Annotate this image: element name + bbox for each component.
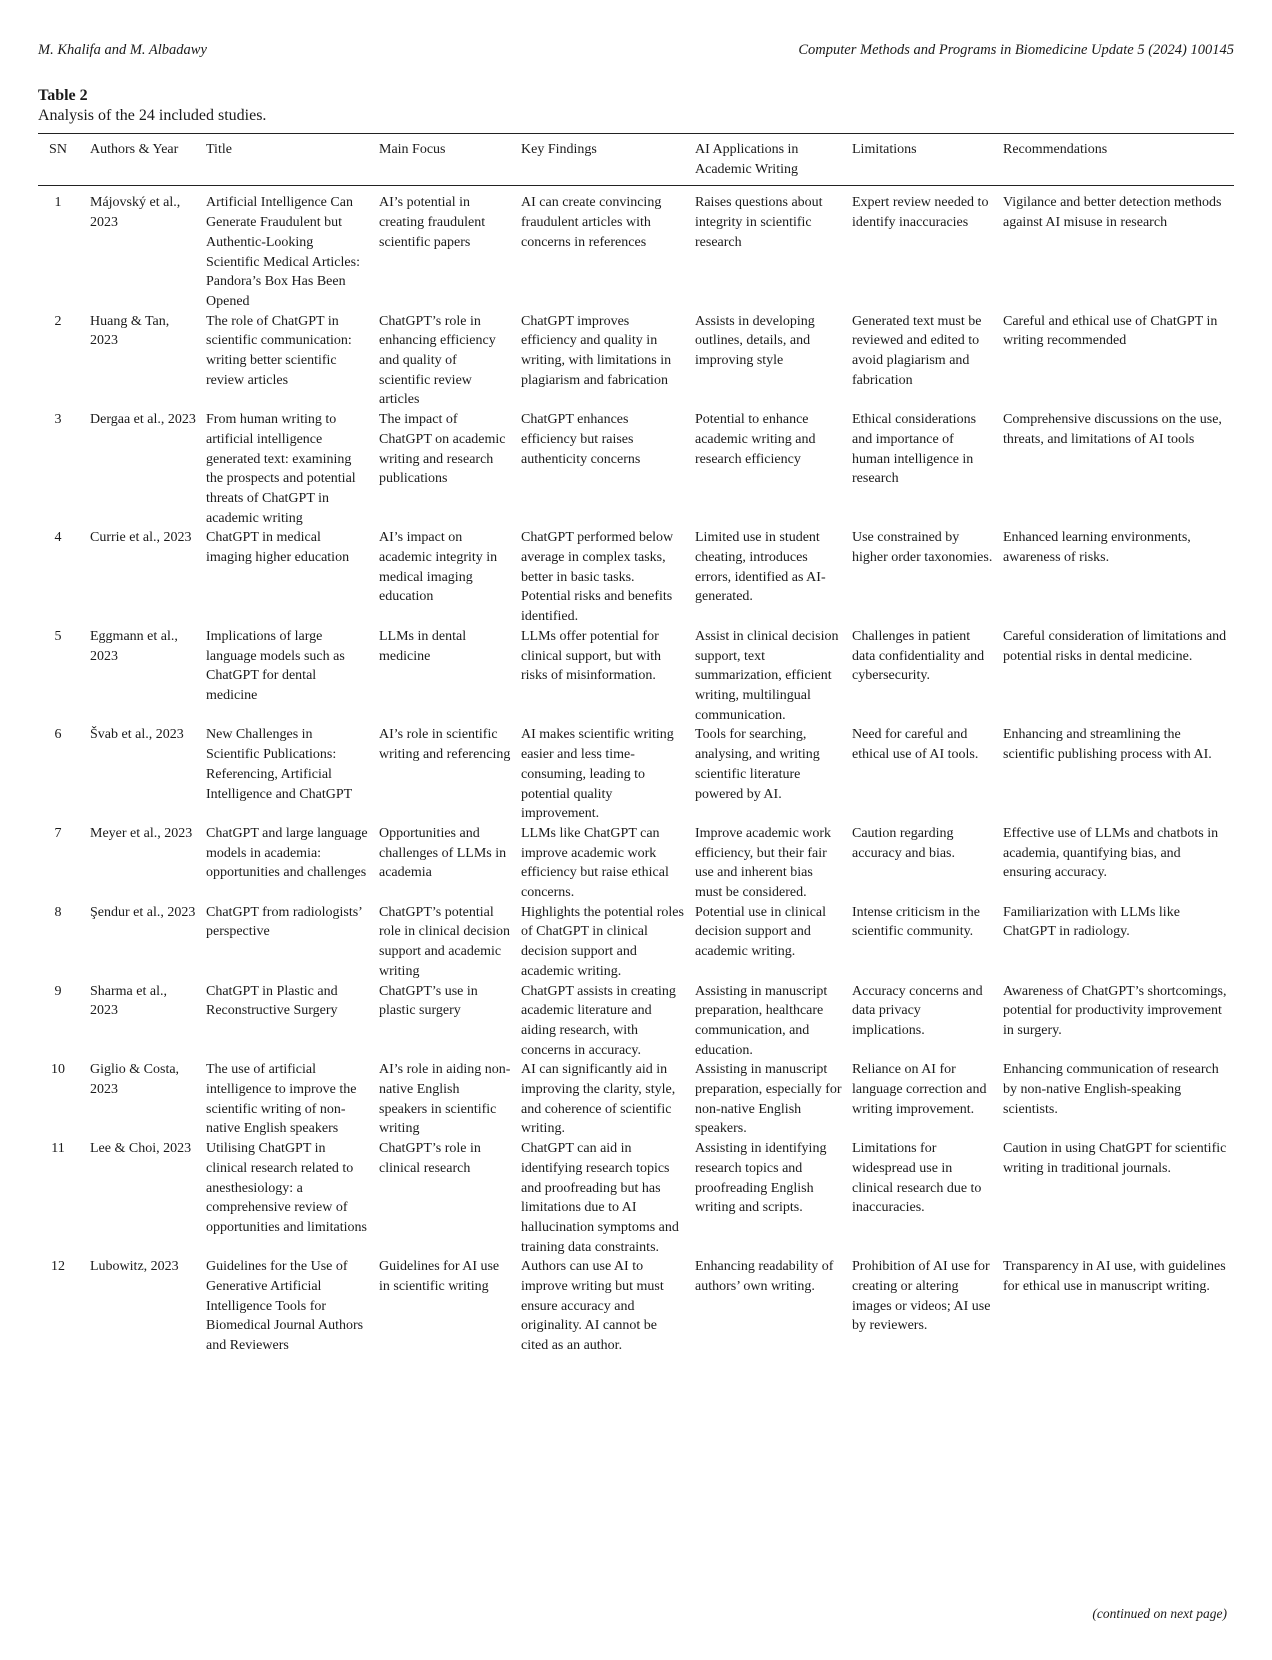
running-head-authors: M. Khalifa and M. Albadawy xyxy=(38,42,207,58)
column-header-limitations: Limitations xyxy=(852,142,917,157)
cell-recommendations: Effective use of LLMs and chatbots in academia, quantifying bias, and ensuring accuracy. xyxy=(1003,825,1219,881)
table-row xyxy=(38,1139,1234,1257)
cell-main-focus: AI’s potential in creating fraudulent scientific papers xyxy=(379,195,486,250)
table-body xyxy=(38,186,1234,1356)
cell-recommendations: Caution in using ChatGPT for scientific writing in traditional journals. xyxy=(1003,1141,1227,1176)
cell-main-focus: AI’s role in scientific writing and referencing xyxy=(379,727,511,763)
cell-main-focus: ChatGPT’s use in plastic surgery xyxy=(379,983,478,1019)
cell-limitations: Need for careful and ethical use of AI tools. xyxy=(852,727,979,763)
table-row xyxy=(38,528,1234,627)
cell-key-findings: LLMs offer potential for clinical support, but with risks of misinformation. xyxy=(521,628,661,684)
cell-ai-applications: Potential use in clinical decision support and academic writing. xyxy=(695,904,827,960)
cell-ai-applications: Enhancing readability of authors’ own writing. xyxy=(695,1259,834,1295)
running-head-journal: Computer Methods and Programs in Biomedicine Update 5 (2024) 100145 xyxy=(798,42,1234,58)
column-header-ai-applications: AI Applications in Academic Writing xyxy=(695,142,799,177)
cell-key-findings: Authors can use AI to improve writing but must ensure accuracy and originality. AI cannot be cited as an author. xyxy=(521,1259,664,1354)
cell-key-findings: ChatGPT assists in creating academic literature and aiding research, with concerns in accuracy. xyxy=(521,983,676,1058)
cell-recommendations: Comprehensive discussions on the use, threats, and limitations of AI tools xyxy=(1003,412,1222,447)
column-header-main-focus: Main Focus xyxy=(379,142,446,157)
cell-ai-applications: Assisting in manuscript preparation, healthcare communication, and education. xyxy=(695,983,828,1058)
cell-key-findings: Highlights the potential roles of ChatGPT in clinical decision support and academic writing. xyxy=(521,904,684,979)
table-row xyxy=(38,410,1234,528)
cell-recommendations: Familiarization with LLMs like ChatGPT in radiology. xyxy=(1003,904,1180,940)
cell-sn: 2 xyxy=(54,313,62,329)
cell-sn: 4 xyxy=(54,530,62,546)
cell-sn: 11 xyxy=(51,1141,65,1157)
cell-title: Utilising ChatGPT in clinical research related to anesthesiology: a comprehensive review of opportunities and limitations xyxy=(206,1141,367,1235)
cell-recommendations: Enhanced learning environments, awareness of risks. xyxy=(1003,530,1191,566)
cell-authors: Lubowitz, 2023 xyxy=(90,1259,179,1275)
cell-key-findings: AI can significantly aid in improving the clarity, style, and coherence of scientific writing. xyxy=(521,1062,676,1137)
cell-title: From human writing to artificial intelligence generated text: examining the prospects and potential threats of ChatGPT in academic writing xyxy=(206,412,356,526)
cell-sn: 3 xyxy=(54,412,62,428)
cell-recommendations: Enhancing and streamlining the scientific publishing process with AI. xyxy=(1003,727,1212,763)
cell-authors: Currie et al., 2023 xyxy=(90,530,192,546)
column-header-title: Title xyxy=(206,142,232,157)
cell-recommendations: Enhancing communication of research by non-native English-speaking scientists. xyxy=(1003,1062,1219,1117)
studies-table-wrapper xyxy=(38,133,1234,1356)
cell-title: ChatGPT and large language models in academia: opportunities and challenges xyxy=(206,825,368,881)
table-label: Table 2 xyxy=(38,87,88,104)
cell-title: Artificial Intelligence Can Generate Fraudulent but Authentic-Looking Scientific Medical Articles: Pandora’s Box Has Been Opened xyxy=(206,195,360,309)
cell-key-findings: ChatGPT improves efficiency and quality in writing, with limitations in plagiarism and fabrication xyxy=(521,313,672,388)
cell-main-focus: Opportunities and challenges of LLMs in academia xyxy=(379,825,507,881)
cell-recommendations: Careful consideration of limitations and potential risks in dental medicine. xyxy=(1003,628,1227,664)
cell-title: ChatGPT in medical imaging higher education xyxy=(206,530,350,566)
cell-title: New Challenges in Scientific Publications: Referencing, Artificial Intelligence and ChatGPT xyxy=(206,727,353,802)
table-row xyxy=(38,903,1234,982)
table-row xyxy=(38,824,1234,903)
cell-limitations: Prohibition of AI use for creating or altering images or videos; AI use by reviewers. xyxy=(852,1259,991,1334)
table-row xyxy=(38,1060,1234,1139)
cell-main-focus: AI’s role in aiding non-native English speakers in scientific writing xyxy=(379,1062,511,1137)
cell-title: Guidelines for the Use of Generative Artificial Intelligence Tools for Biomedical Journal Authors and Reviewers xyxy=(206,1259,364,1354)
cell-limitations: Limitations for widespread use in clinical research due to inaccuracies. xyxy=(852,1141,982,1216)
table-header-row xyxy=(38,134,1234,186)
cell-authors: Sharma et al., 2023 xyxy=(90,983,167,1019)
cell-ai-applications: Raises questions about integrity in scientific research xyxy=(695,195,823,250)
table-caption xyxy=(38,86,266,126)
cell-key-findings: ChatGPT performed below average in complex tasks, better in basic tasks. Potential risks and benefits identified. xyxy=(521,530,674,625)
cell-main-focus: ChatGPT’s potential role in clinical decision support and academic writing xyxy=(379,904,511,979)
cell-limitations: Accuracy concerns and data privacy implications. xyxy=(852,983,983,1038)
cell-authors: Huang & Tan, 2023 xyxy=(90,313,170,349)
cell-main-focus: Guidelines for AI use in scientific writing xyxy=(379,1259,500,1295)
cell-ai-applications: Assisting in manuscript preparation, especially for non-native English speakers. xyxy=(695,1062,842,1137)
cell-sn: 10 xyxy=(51,1062,65,1078)
cell-authors: Şendur et al., 2023 xyxy=(90,904,196,920)
cell-sn: 9 xyxy=(54,983,62,999)
cell-sn: 1 xyxy=(54,195,62,211)
cell-key-findings: LLMs like ChatGPT can improve academic work efficiency but raise ethical concerns. xyxy=(521,825,669,901)
cell-key-findings: AI makes scientific writing easier and less time-consuming, leading to potential quality improvement. xyxy=(521,727,674,822)
studies-table xyxy=(38,133,1234,1356)
cell-ai-applications: Assists in developing outlines, details, and improving style xyxy=(695,313,815,369)
cell-main-focus: The impact of ChatGPT on academic writing and research publications xyxy=(379,412,506,487)
table-row xyxy=(38,312,1234,411)
cell-recommendations: Transparency in AI use, with guidelines for ethical use in manuscript writing. xyxy=(1003,1259,1226,1295)
table-row xyxy=(38,627,1234,726)
table-row xyxy=(38,1257,1234,1356)
table-row xyxy=(38,982,1234,1061)
cell-ai-applications: Improve academic work efficiency, but their fair use and inherent bias must be considered. xyxy=(695,825,832,901)
cell-recommendations: Vigilance and better detection methods against AI misuse in research xyxy=(1003,195,1222,231)
cell-authors: Eggmann et al., 2023 xyxy=(90,628,178,664)
cell-title: ChatGPT in Plastic and Reconstructive Surgery xyxy=(206,983,338,1019)
cell-limitations: Use constrained by higher order taxonomies. xyxy=(852,530,993,566)
cell-key-findings: AI can create convincing fraudulent articles with concerns in references xyxy=(521,195,662,250)
cell-limitations: Expert review needed to identify inaccuracies xyxy=(852,195,989,231)
cell-ai-applications: Potential to enhance academic writing and research efficiency xyxy=(695,412,816,467)
cell-title: The role of ChatGPT in scientific communication: writing better scientific review articles xyxy=(206,313,352,388)
cell-sn: 8 xyxy=(54,904,62,920)
column-header-sn: SN xyxy=(49,142,67,157)
cell-main-focus: ChatGPT’s role in enhancing efficiency and quality of scientific review articles xyxy=(379,313,496,408)
cell-limitations: Generated text must be reviewed and edited to avoid plagiarism and fabrication xyxy=(852,313,982,388)
cell-authors: Meyer et al., 2023 xyxy=(90,825,193,841)
cell-limitations: Caution regarding accuracy and bias. xyxy=(852,825,955,861)
column-header-authors: Authors & Year xyxy=(90,142,179,157)
cell-main-focus: LLMs in dental medicine xyxy=(379,628,467,664)
cell-sn: 7 xyxy=(54,825,62,841)
cell-limitations: Ethical considerations and importance of human intelligence in research xyxy=(852,412,977,487)
cell-limitations: Challenges in patient data confidentiality and cybersecurity. xyxy=(852,628,985,684)
cell-title: ChatGPT from radiologists’ perspective xyxy=(206,904,362,940)
table-description: Analysis of the 24 included studies. xyxy=(38,107,267,124)
column-header-key-findings: Key Findings xyxy=(521,142,597,157)
cell-limitations: Reliance on AI for language correction and writing improvement. xyxy=(852,1062,987,1117)
cell-main-focus: AI’s impact on academic integrity in medical imaging education xyxy=(379,530,498,605)
cell-key-findings: ChatGPT enhances efficiency but raises authenticity concerns xyxy=(521,412,641,467)
cell-authors: Dergaa et al., 2023 xyxy=(90,412,196,428)
cell-ai-applications: Limited use in student cheating, introduces errors, identified as AI-generated. xyxy=(695,530,826,605)
cell-ai-applications: Assisting in identifying research topics and proofreading English writing and scripts. xyxy=(695,1141,827,1216)
cell-ai-applications: Tools for searching, analysing, and writing scientific literature powered by AI. xyxy=(695,727,820,802)
column-header-recommendations: Recommendations xyxy=(1003,142,1108,157)
cell-recommendations: Careful and ethical use of ChatGPT in writing recommended xyxy=(1003,313,1218,349)
cell-authors: Švab et al., 2023 xyxy=(90,727,184,743)
cell-main-focus: ChatGPT’s role in clinical research xyxy=(379,1141,481,1176)
cell-authors: Giglio & Costa, 2023 xyxy=(90,1062,180,1098)
cell-key-findings: ChatGPT can aid in identifying research topics and proofreading but has limitations due to AI hallucination symptoms and training data constraints. xyxy=(521,1141,679,1255)
cell-sn: 12 xyxy=(51,1259,65,1275)
cell-title: The use of artificial intelligence to improve the scientific writing of non-native English speakers xyxy=(206,1062,357,1137)
cell-authors: Májovský et al., 2023 xyxy=(90,195,181,231)
cell-title: Implications of large language models such as ChatGPT for dental medicine xyxy=(206,628,345,703)
table-header xyxy=(38,134,1234,186)
table-row xyxy=(38,186,1234,312)
cell-sn: 5 xyxy=(54,628,62,644)
cell-sn: 6 xyxy=(54,727,62,743)
running-head xyxy=(38,42,1234,59)
cell-recommendations: Awareness of ChatGPT’s shortcomings, potential for productivity improvement in surgery. xyxy=(1003,983,1227,1038)
cell-limitations: Intense criticism in the scientific community. xyxy=(852,904,980,940)
table-row xyxy=(38,725,1234,824)
continued-note: (continued on next page) xyxy=(1092,1606,1227,1621)
cell-ai-applications: Assist in clinical decision support, text summarization, efficient writing, multilingual communication. xyxy=(695,628,839,723)
cell-authors: Lee & Choi, 2023 xyxy=(90,1141,192,1157)
